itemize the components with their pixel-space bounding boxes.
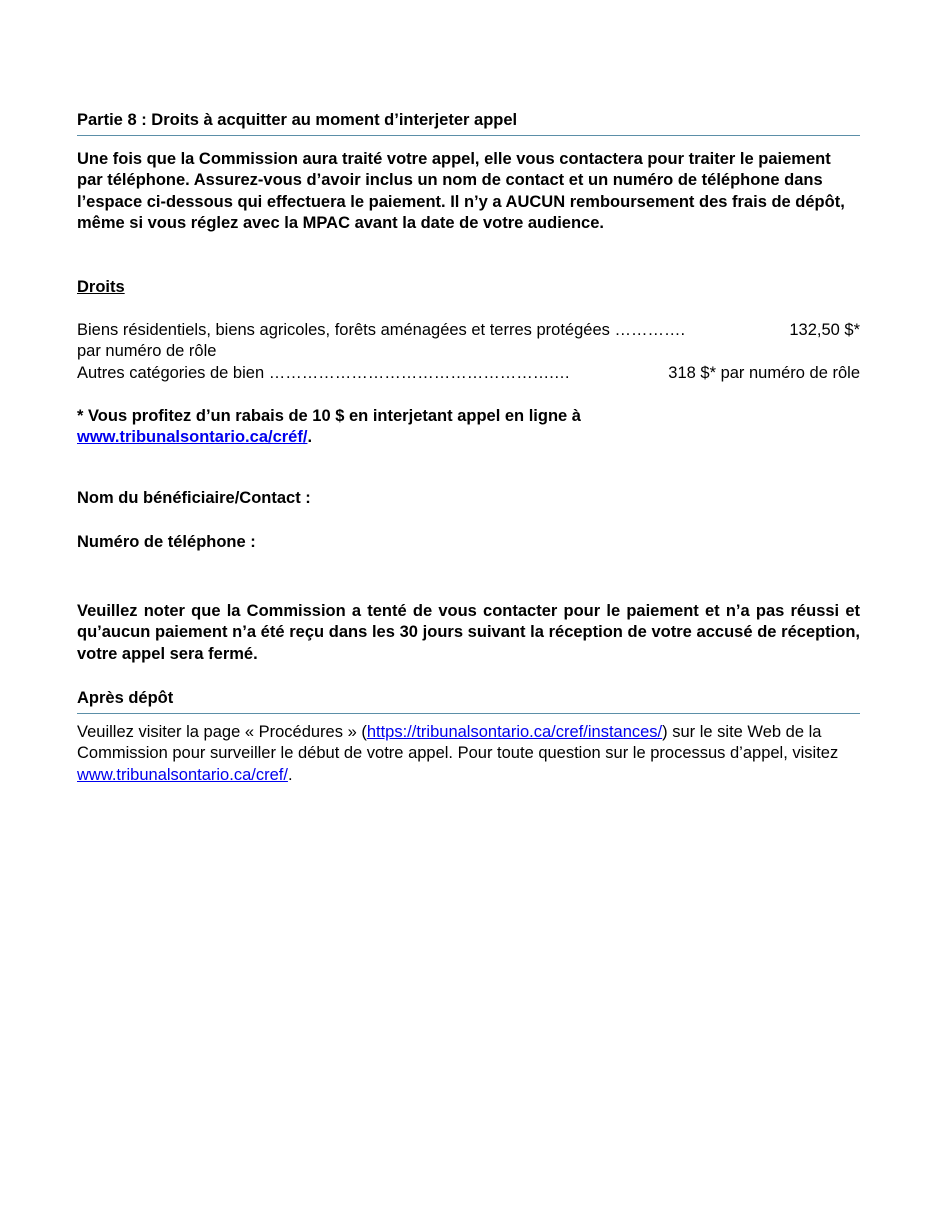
- after-filing-text-end: .: [287, 765, 293, 784]
- fee-residential-unit: par numéro de rôle: [77, 342, 217, 361]
- fee-residential-amount: 132,50 $*: [789, 321, 860, 339]
- discount-link[interactable]: www.tribunalsontario.ca/créf/: [77, 428, 308, 447]
- fee-residential-desc: Biens résidentiels, biens agricoles, forêts aménagées et terres protégées ………….: [77, 321, 686, 339]
- after-filing-text: [77, 722, 860, 786]
- cref-link[interactable]: www.tribunalsontario.ca/cref/: [77, 765, 288, 784]
- part8-heading: Partie 8 : Droits à acquitter au moment d’interjeter appel: [77, 110, 860, 136]
- fee-other: [77, 363, 860, 384]
- contact-phone-label: Numéro de téléphone :: [77, 533, 256, 551]
- fee-residential: [77, 320, 860, 363]
- discount-text: * Vous profitez d’un rabais de 10 $ en interjetant appel en ligne à: [77, 407, 581, 425]
- contact-name-label: Nom du bénéficiaire/Contact :: [77, 489, 311, 507]
- after-filing-text-middle: ) sur le site Web de la Commission pour surveiller le début de votre appel. Pour toute question sur le processus d’appel, visitez: [77, 723, 839, 763]
- discount-period: .: [307, 428, 313, 447]
- discount-note: [77, 406, 860, 449]
- fees-heading: Droits: [77, 278, 125, 296]
- procedures-link[interactable]: https://tribunalsontario.ca/cref/instances/: [366, 723, 663, 741]
- after-filing-heading: Après dépôt: [77, 688, 860, 714]
- fee-other-amount: 318 $* par numéro de rôle: [668, 364, 860, 382]
- payment-intro: Une fois que la Commission aura traité votre appel, elle vous contactera pour traiter le paiement par téléphone. Assurez-vous d’avoir inclus un nom de contact et un numéro de téléphone dans l’espace ci-dessous qui effectuera le paiement. Il n’y a AUCUN remboursement des frais de dépôt, même si vous réglez avec la MPAC avant la date de votre audience.: [77, 150, 845, 232]
- fee-other-desc: Autres catégories de bien …………………………………………….…: [77, 364, 571, 382]
- closure-notice: Veuillez noter que la Commission a tenté de vous contacter pour le paiement et n’a pas réussi et qu’aucun paiement n’a été reçu dans les 30 jours suivant la réception de votre accusé de réception, votre appel sera fermé.: [77, 602, 860, 663]
- after-filing-text-before: Veuillez visiter la page « Procédures » (: [77, 723, 367, 741]
